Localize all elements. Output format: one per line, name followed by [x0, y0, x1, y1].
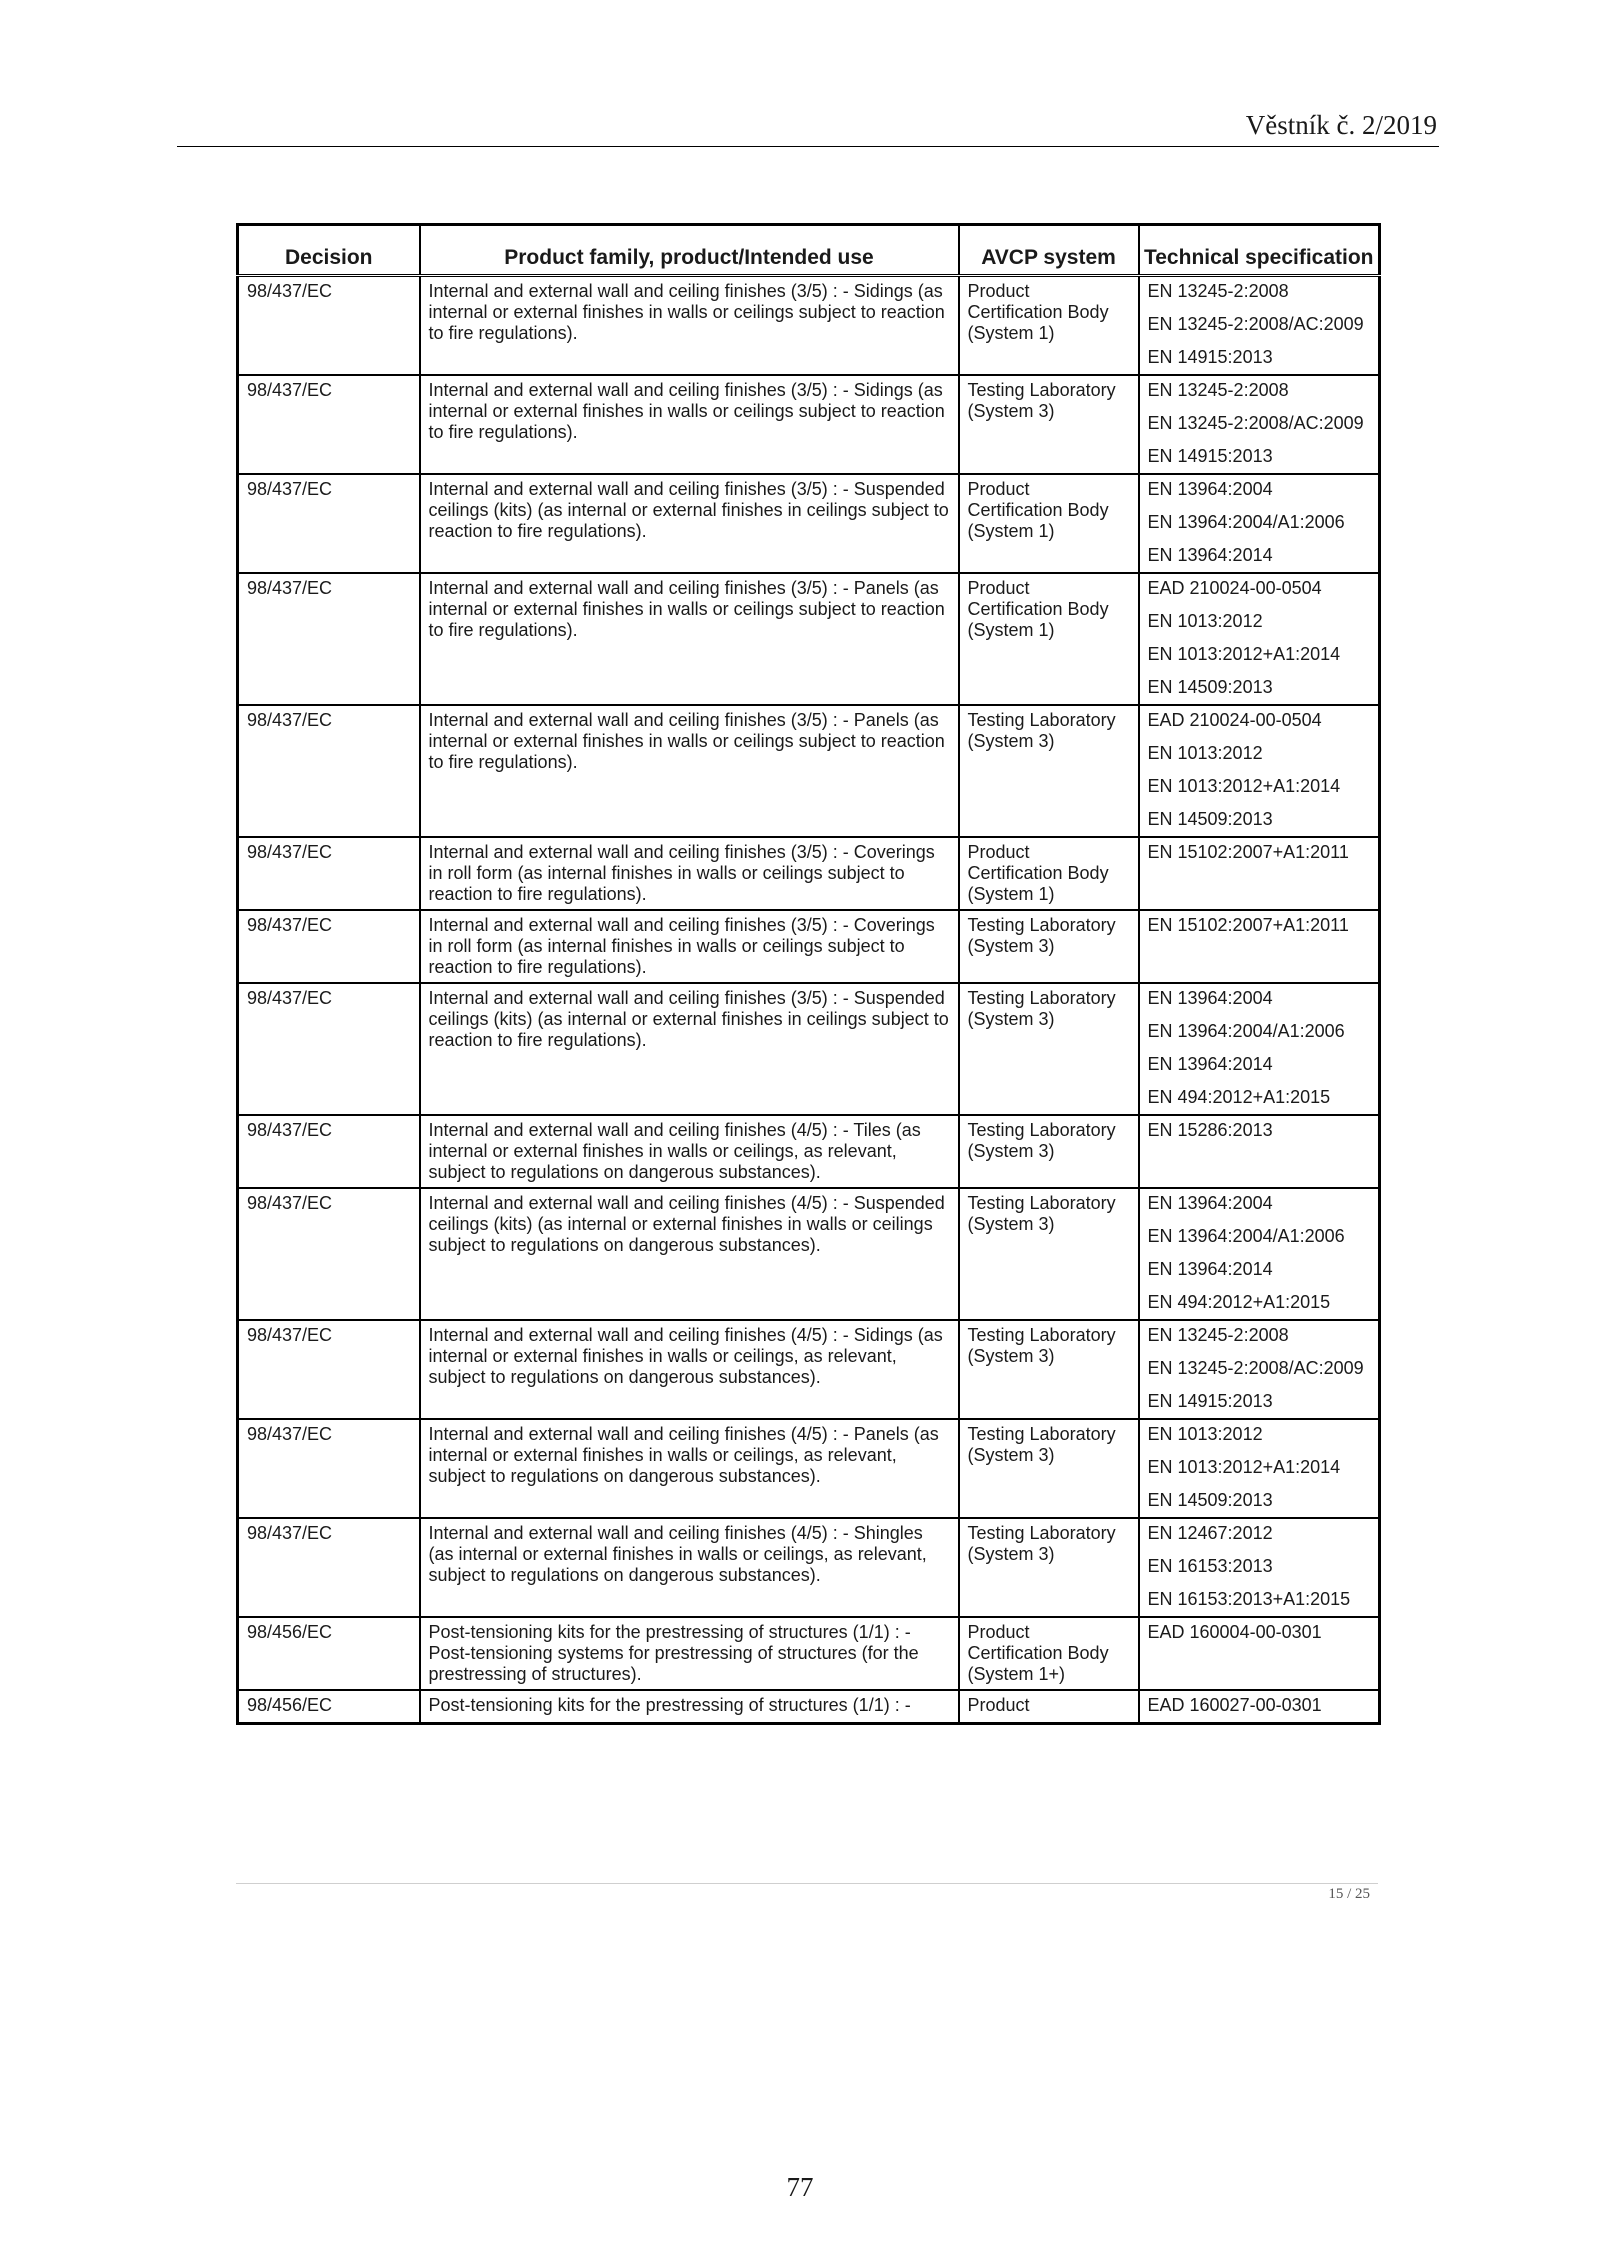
- specification-item: EN 494:2012+A1:2015: [1147, 1087, 1331, 1107]
- table-row: [238, 983, 1380, 1115]
- product-cell: [420, 375, 959, 474]
- product-cell: [420, 1188, 959, 1320]
- specification-item: EN 14509:2013: [1147, 1490, 1273, 1510]
- avcp-cell-text: Testing Laboratory (System 3): [967, 1120, 1116, 1161]
- specification-item: EN 13964:2014: [1147, 1054, 1273, 1074]
- specification-table: [236, 223, 1381, 1725]
- decision-cell: [238, 705, 420, 837]
- avcp-cell-text: Product Certification Body (System 1): [967, 578, 1109, 640]
- specification-item: EN 13964:2004/A1:2006: [1147, 512, 1345, 532]
- avcp-cell-text: Testing Laboratory (System 3): [967, 1193, 1116, 1234]
- decision-cell-text: 98/437/EC: [247, 1193, 333, 1213]
- decision-cell-text: 98/437/EC: [247, 1424, 333, 1444]
- product-cell: [420, 474, 959, 573]
- decision-cell-text: 98/437/EC: [247, 842, 333, 862]
- specification-item: EN 13245-2:2008/AC:2009: [1147, 413, 1364, 433]
- technical-specification-cell: [1139, 1115, 1380, 1188]
- column-header-decision: Decision: [238, 225, 420, 276]
- table-row: [238, 910, 1380, 983]
- specification-item: EN 13964:2004/A1:2006: [1147, 1021, 1345, 1041]
- avcp-cell: [959, 1320, 1139, 1419]
- specification-item: EN 1013:2012+A1:2014: [1147, 1457, 1341, 1477]
- decision-cell: [238, 276, 420, 376]
- decision-cell-text: 98/437/EC: [247, 1120, 333, 1140]
- product-cell: [420, 1115, 959, 1188]
- avcp-cell: [959, 705, 1139, 837]
- table-row: [238, 1320, 1380, 1419]
- technical-specification-cell: [1139, 837, 1380, 910]
- decision-cell-text: 98/437/EC: [247, 281, 333, 301]
- product-cell-text: Internal and external wall and ceiling finishes (4/5) : - Suspended ceilings (kits) (as internal or external finishes in walls or ceilings subject to regulations on dangerous substances).: [428, 1193, 945, 1255]
- decision-cell-text: 98/437/EC: [247, 1523, 333, 1543]
- avcp-cell: [959, 276, 1139, 376]
- decision-cell-text: 98/437/EC: [247, 915, 333, 935]
- specification-item: EN 1013:2012: [1147, 611, 1263, 631]
- table-row: [238, 276, 1380, 376]
- specification-item: EN 13245-2:2008: [1147, 1325, 1289, 1345]
- avcp-cell: [959, 1617, 1139, 1690]
- product-cell: [420, 276, 959, 376]
- technical-specification-cell: [1139, 983, 1380, 1115]
- table-header-row: [238, 225, 1380, 276]
- table-body: [238, 276, 1380, 1724]
- product-cell: [420, 1617, 959, 1690]
- decision-cell-text: 98/437/EC: [247, 380, 333, 400]
- avcp-cell: [959, 474, 1139, 573]
- avcp-cell-text: Testing Laboratory (System 3): [967, 915, 1116, 956]
- technical-specification-cell: [1139, 573, 1380, 705]
- avcp-cell: [959, 1188, 1139, 1320]
- avcp-cell-text: Product Certification Body (System 1+): [967, 1622, 1109, 1684]
- decision-cell-text: 98/437/EC: [247, 1325, 333, 1345]
- avcp-cell: [959, 983, 1139, 1115]
- avcp-cell: [959, 837, 1139, 910]
- column-header-product: Product family, product/Intended use: [420, 225, 959, 276]
- specification-item: EN 13964:2014: [1147, 1259, 1273, 1279]
- table-row: [238, 1188, 1380, 1320]
- product-cell-text: Internal and external wall and ceiling finishes (4/5) : - Shingles (as internal or external finishes in walls or ceilings, as relevant, subject to regulations on dangerous substances).: [428, 1523, 927, 1585]
- header-divider: [177, 146, 1439, 147]
- table-row: [238, 1690, 1380, 1724]
- avcp-cell-text: Testing Laboratory (System 3): [967, 1325, 1116, 1366]
- specification-item: EAD 210024-00-0504: [1147, 578, 1322, 598]
- avcp-cell-text: Testing Laboratory (System 3): [967, 710, 1116, 751]
- product-cell-text: Internal and external wall and ceiling finishes (3/5) : - Sidings (as internal or external finishes in walls or ceilings subject to reaction to fire regulations).: [428, 281, 945, 343]
- technical-specification-cell: [1139, 375, 1380, 474]
- decision-cell-text: 98/456/EC: [247, 1622, 333, 1642]
- product-cell: [420, 983, 959, 1115]
- specification-item: EN 15286:2013: [1147, 1120, 1273, 1140]
- specification-item: EN 15102:2007+A1:2011: [1147, 842, 1349, 862]
- product-cell: [420, 1690, 959, 1724]
- decision-cell-text: 98/437/EC: [247, 710, 333, 730]
- table-row: [238, 1115, 1380, 1188]
- avcp-cell-text: Testing Laboratory (System 3): [967, 1424, 1116, 1465]
- specification-item: EN 13964:2004: [1147, 988, 1273, 1008]
- specification-item: EN 14915:2013: [1147, 1391, 1273, 1411]
- product-cell-text: Internal and external wall and ceiling finishes (3/5) : - Suspended ceilings (kits) (as internal or external finishes in ceilings subject to reaction to fire regulations).: [428, 988, 949, 1050]
- footer-divider: [236, 1883, 1378, 1884]
- avcp-cell-text: Product Certification Body (System 1): [967, 479, 1109, 541]
- decision-cell: [238, 1419, 420, 1518]
- specification-item: EN 13245-2:2008: [1147, 380, 1289, 400]
- avcp-cell-text: Product: [967, 1695, 1030, 1715]
- avcp-cell-text: Product Certification Body (System 1): [967, 281, 1109, 343]
- product-cell: [420, 1419, 959, 1518]
- specification-item: EN 14915:2013: [1147, 446, 1273, 466]
- product-cell: [420, 573, 959, 705]
- specification-item: EN 16153:2013+A1:2015: [1147, 1589, 1351, 1609]
- avcp-cell: [959, 573, 1139, 705]
- specification-item: EN 13964:2004: [1147, 479, 1273, 499]
- avcp-cell: [959, 910, 1139, 983]
- product-cell-text: Internal and external wall and ceiling finishes (3/5) : - Coverings in roll form (as internal finishes in walls or ceilings subject to reaction to fire regulations).: [428, 842, 935, 904]
- specification-item: EN 1013:2012: [1147, 743, 1263, 763]
- decision-cell: [238, 1617, 420, 1690]
- technical-specification-cell: [1139, 1419, 1380, 1518]
- avcp-cell: [959, 1518, 1139, 1617]
- product-cell: [420, 705, 959, 837]
- product-cell: [420, 837, 959, 910]
- table-row: [238, 705, 1380, 837]
- product-cell-text: Internal and external wall and ceiling finishes (3/5) : - Coverings in roll form (as internal finishes in walls or ceilings subject to reaction to fire regulations).: [428, 915, 935, 977]
- technical-specification-cell: [1139, 1518, 1380, 1617]
- decision-cell: [238, 375, 420, 474]
- table-row: [238, 573, 1380, 705]
- product-cell-text: Post-tensioning kits for the prestressing of structures (1/1) : - Post-tensioning systems for prestressing of structures (for the prestressing of structures).: [428, 1622, 919, 1684]
- decision-cell: [238, 910, 420, 983]
- decision-cell: [238, 1188, 420, 1320]
- specification-item: EN 13964:2004/A1:2006: [1147, 1226, 1345, 1246]
- avcp-cell-text: Testing Laboratory (System 3): [967, 380, 1116, 421]
- footer-page-count: 15 / 25: [1328, 1886, 1370, 1902]
- decision-cell: [238, 1690, 420, 1724]
- specification-item: EN 13245-2:2008/AC:2009: [1147, 314, 1364, 334]
- decision-cell: [238, 573, 420, 705]
- technical-specification-cell: [1139, 1690, 1380, 1724]
- specification-item: EN 1013:2012+A1:2014: [1147, 644, 1341, 664]
- avcp-cell-text: Testing Laboratory (System 3): [967, 1523, 1116, 1564]
- avcp-cell: [959, 375, 1139, 474]
- avcp-cell-text: Testing Laboratory (System 3): [967, 988, 1116, 1029]
- page-number: 77: [786, 2172, 814, 2202]
- table-row: [238, 1617, 1380, 1690]
- specification-item: EN 1013:2012: [1147, 1424, 1263, 1444]
- technical-specification-cell: [1139, 474, 1380, 573]
- technical-specification-cell: [1139, 910, 1380, 983]
- avcp-cell: [959, 1419, 1139, 1518]
- specification-table-container: [236, 223, 1378, 1725]
- decision-cell-text: 98/456/EC: [247, 1695, 333, 1715]
- decision-cell: [238, 983, 420, 1115]
- specification-item: EN 494:2012+A1:2015: [1147, 1292, 1331, 1312]
- decision-cell: [238, 474, 420, 573]
- technical-specification-cell: [1139, 1320, 1380, 1419]
- product-cell-text: Internal and external wall and ceiling finishes (4/5) : - Tiles (as internal or external finishes in walls or ceilings, as relevant, subject to regulations on dangerous substances).: [428, 1120, 921, 1182]
- table-row: [238, 375, 1380, 474]
- column-header-avcp: AVCP system: [959, 225, 1139, 276]
- decision-cell-text: 98/437/EC: [247, 578, 333, 598]
- decision-cell: [238, 837, 420, 910]
- column-header-technical-specification: Technical specification: [1139, 225, 1380, 276]
- specification-item: EN 13245-2:2008/AC:2009: [1147, 1358, 1364, 1378]
- table-row: [238, 474, 1380, 573]
- specification-item: EN 13964:2014: [1147, 545, 1273, 565]
- product-cell-text: Internal and external wall and ceiling finishes (3/5) : - Sidings (as internal or external finishes in walls or ceilings subject to reaction to fire regulations).: [428, 380, 945, 442]
- specification-item: EAD 160027-00-0301: [1147, 1695, 1322, 1715]
- specification-item: EN 1013:2012+A1:2014: [1147, 776, 1341, 796]
- specification-item: EN 13964:2004: [1147, 1193, 1273, 1213]
- technical-specification-cell: [1139, 705, 1380, 837]
- technical-specification-cell: [1139, 276, 1380, 376]
- table-row: [238, 1419, 1380, 1518]
- technical-specification-cell: [1139, 1617, 1380, 1690]
- product-cell-text: Internal and external wall and ceiling finishes (3/5) : - Suspended ceilings (kits) (as internal or external finishes in ceilings subject to reaction to fire regulations).: [428, 479, 949, 541]
- decision-cell: [238, 1518, 420, 1617]
- specification-item: EN 12467:2012: [1147, 1523, 1273, 1543]
- avcp-cell: [959, 1115, 1139, 1188]
- product-cell-text: Post-tensioning kits for the prestressing of structures (1/1) : -: [428, 1695, 911, 1715]
- specification-item: EAD 160004-00-0301: [1147, 1622, 1322, 1642]
- specification-item: EN 13245-2:2008: [1147, 281, 1289, 301]
- bulletin-title: Věstník č. 2/2019: [1245, 110, 1437, 140]
- product-cell-text: Internal and external wall and ceiling finishes (3/5) : - Panels (as internal or external finishes in walls or ceilings subject to reaction to fire regulations).: [428, 578, 945, 640]
- product-cell-text: Internal and external wall and ceiling finishes (4/5) : - Panels (as internal or external finishes in walls or ceilings, as relevant, subject to regulations on dangerous substances).: [428, 1424, 939, 1486]
- avcp-cell-text: Product Certification Body (System 1): [967, 842, 1109, 904]
- decision-cell-text: 98/437/EC: [247, 988, 333, 1008]
- product-cell-text: Internal and external wall and ceiling finishes (3/5) : - Panels (as internal or external finishes in walls or ceilings subject to reaction to fire regulations).: [428, 710, 945, 772]
- avcp-cell: [959, 1690, 1139, 1724]
- table-row: [238, 837, 1380, 910]
- product-cell-text: Internal and external wall and ceiling finishes (4/5) : - Sidings (as internal or external finishes in walls or ceilings, as relevant, subject to regulations on dangerous substances).: [428, 1325, 943, 1387]
- product-cell: [420, 910, 959, 983]
- specification-item: EN 14509:2013: [1147, 809, 1273, 829]
- product-cell: [420, 1320, 959, 1419]
- specification-item: EN 15102:2007+A1:2011: [1147, 915, 1349, 935]
- table-row: [238, 1518, 1380, 1617]
- decision-cell: [238, 1320, 420, 1419]
- specification-item: EN 14509:2013: [1147, 677, 1273, 697]
- decision-cell: [238, 1115, 420, 1188]
- specification-item: EN 14915:2013: [1147, 347, 1273, 367]
- technical-specification-cell: [1139, 1188, 1380, 1320]
- product-cell: [420, 1518, 959, 1617]
- decision-cell-text: 98/437/EC: [247, 479, 333, 499]
- specification-item: EAD 210024-00-0504: [1147, 710, 1322, 730]
- specification-item: EN 16153:2013: [1147, 1556, 1273, 1576]
